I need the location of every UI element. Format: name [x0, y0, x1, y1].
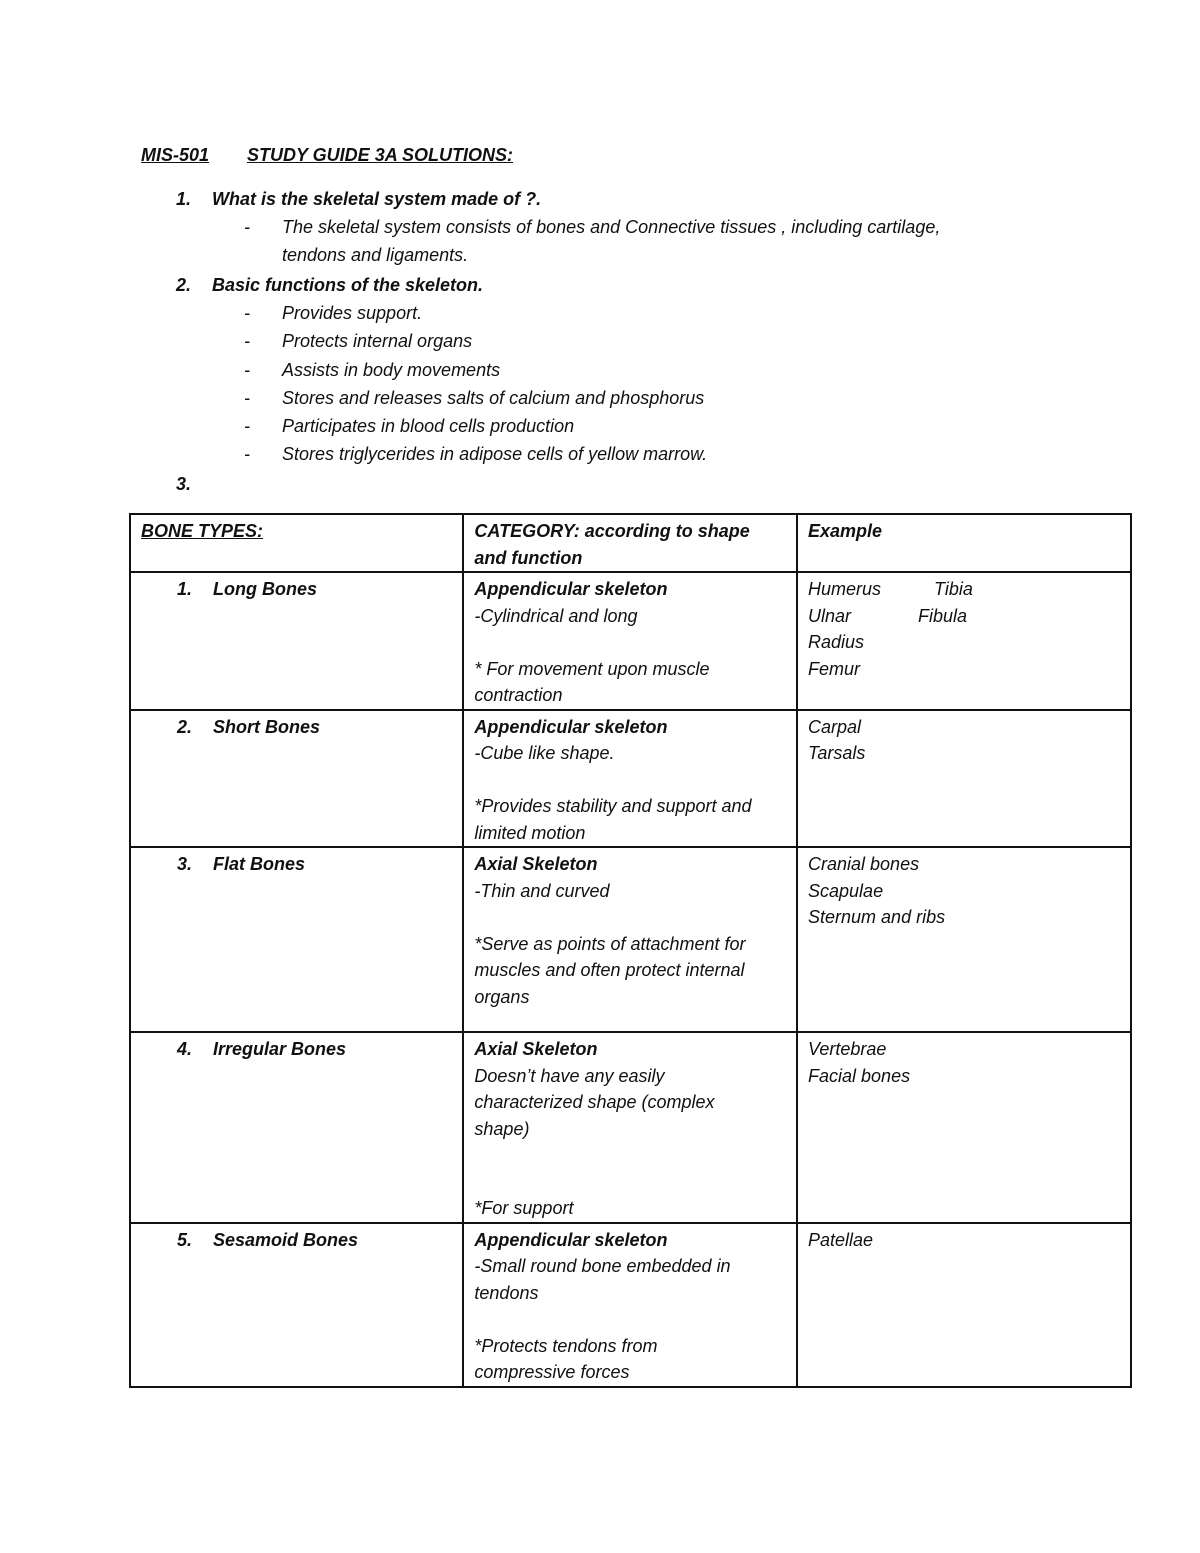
answer-text: Provides support.: [282, 303, 423, 323]
answer-item: [244, 331, 472, 352]
question-2: [176, 275, 483, 296]
bone-types-table: [129, 513, 1132, 1388]
dash-marker: -: [244, 331, 250, 351]
answer-item: [244, 416, 574, 437]
table-row: [130, 710, 1131, 848]
category-cell: Axial Skeleton Doesn’t have any easily characterized shape (complex shape) *For support: [463, 1032, 797, 1223]
answer-item: [244, 303, 422, 324]
example-cell: Vertebrae Facial bones: [797, 1032, 1131, 1223]
category-cell: Axial Skeleton -Thin and curved *Serve as points of attachment for muscles and often protect internal organs: [463, 847, 797, 1032]
table-row: [130, 1032, 1131, 1223]
dash-marker: -: [244, 217, 250, 237]
header-example: Example: [797, 514, 1131, 572]
bone-type-cell: 5. Sesamoid Bones: [130, 1223, 463, 1387]
question-number: 3.: [176, 474, 192, 494]
dash-marker: -: [244, 444, 250, 464]
answer-text: The skeletal system consists of bones and Connective tissues , including cartilage,: [282, 217, 941, 237]
category-cell: Appendicular skeleton -Cube like shape. *Provides stability and support and limited motion: [463, 710, 797, 848]
answer-text: Protects internal organs: [282, 331, 473, 351]
example-cell: Humerus Tibia Ulnar Fibula Radius Femur: [797, 572, 1131, 710]
answer-text: Stores triglycerides in adipose cells of yellow marrow.: [282, 444, 708, 464]
course-code: MIS-501: [141, 145, 210, 165]
answer-text: Participates in blood cells production: [282, 416, 575, 436]
header-bone-types: BONE TYPES:: [130, 514, 463, 572]
question-1: [176, 189, 541, 210]
bone-type-cell: 2. Short Bones: [130, 710, 463, 848]
document-header: [141, 145, 513, 166]
answer-continuation: tendons and ligaments.: [282, 245, 469, 265]
question-3: [176, 474, 212, 495]
answer-item: [244, 444, 707, 465]
question-number: 2.: [176, 275, 192, 295]
answer-item: [244, 217, 940, 238]
question-text: Basic functions of the skeleton.: [212, 275, 484, 295]
category-cell: Appendicular skeleton -Small round bone embedded in tendons *Protects tendons from compressive forces: [463, 1223, 797, 1387]
answer-text: Assists in body movements: [282, 360, 501, 380]
dash-marker: -: [244, 303, 250, 323]
answer-item: [244, 388, 704, 409]
dash-marker: -: [244, 388, 250, 408]
answer-text: Stores and releases salts of calcium and phosphorus: [282, 388, 705, 408]
category-cell: Appendicular skeleton -Cylindrical and long * For movement upon muscle contraction: [463, 572, 797, 710]
example-cell: Patellae: [797, 1223, 1131, 1387]
table-header-row: [130, 514, 1131, 572]
table-row: [130, 847, 1131, 1032]
bone-type-cell: 4. Irregular Bones: [130, 1032, 463, 1223]
dash-marker: -: [244, 416, 250, 436]
document-title: STUDY GUIDE 3A SOLUTIONS:: [247, 145, 514, 165]
header-category: CATEGORY: according to shape and function: [463, 514, 797, 572]
example-cell: Cranial bones Scapulae Sternum and ribs: [797, 847, 1131, 1032]
table-row: [130, 1223, 1131, 1387]
dash-marker: -: [244, 360, 250, 380]
example-cell: Carpal Tarsals: [797, 710, 1131, 848]
question-number: 1.: [176, 189, 192, 209]
table-row: [130, 572, 1131, 710]
question-text: What is the skeletal system made of ?.: [212, 189, 542, 209]
bone-type-cell: 3. Flat Bones: [130, 847, 463, 1032]
bone-type-cell: 1. Long Bones: [130, 572, 463, 710]
answer-item: [244, 360, 500, 381]
